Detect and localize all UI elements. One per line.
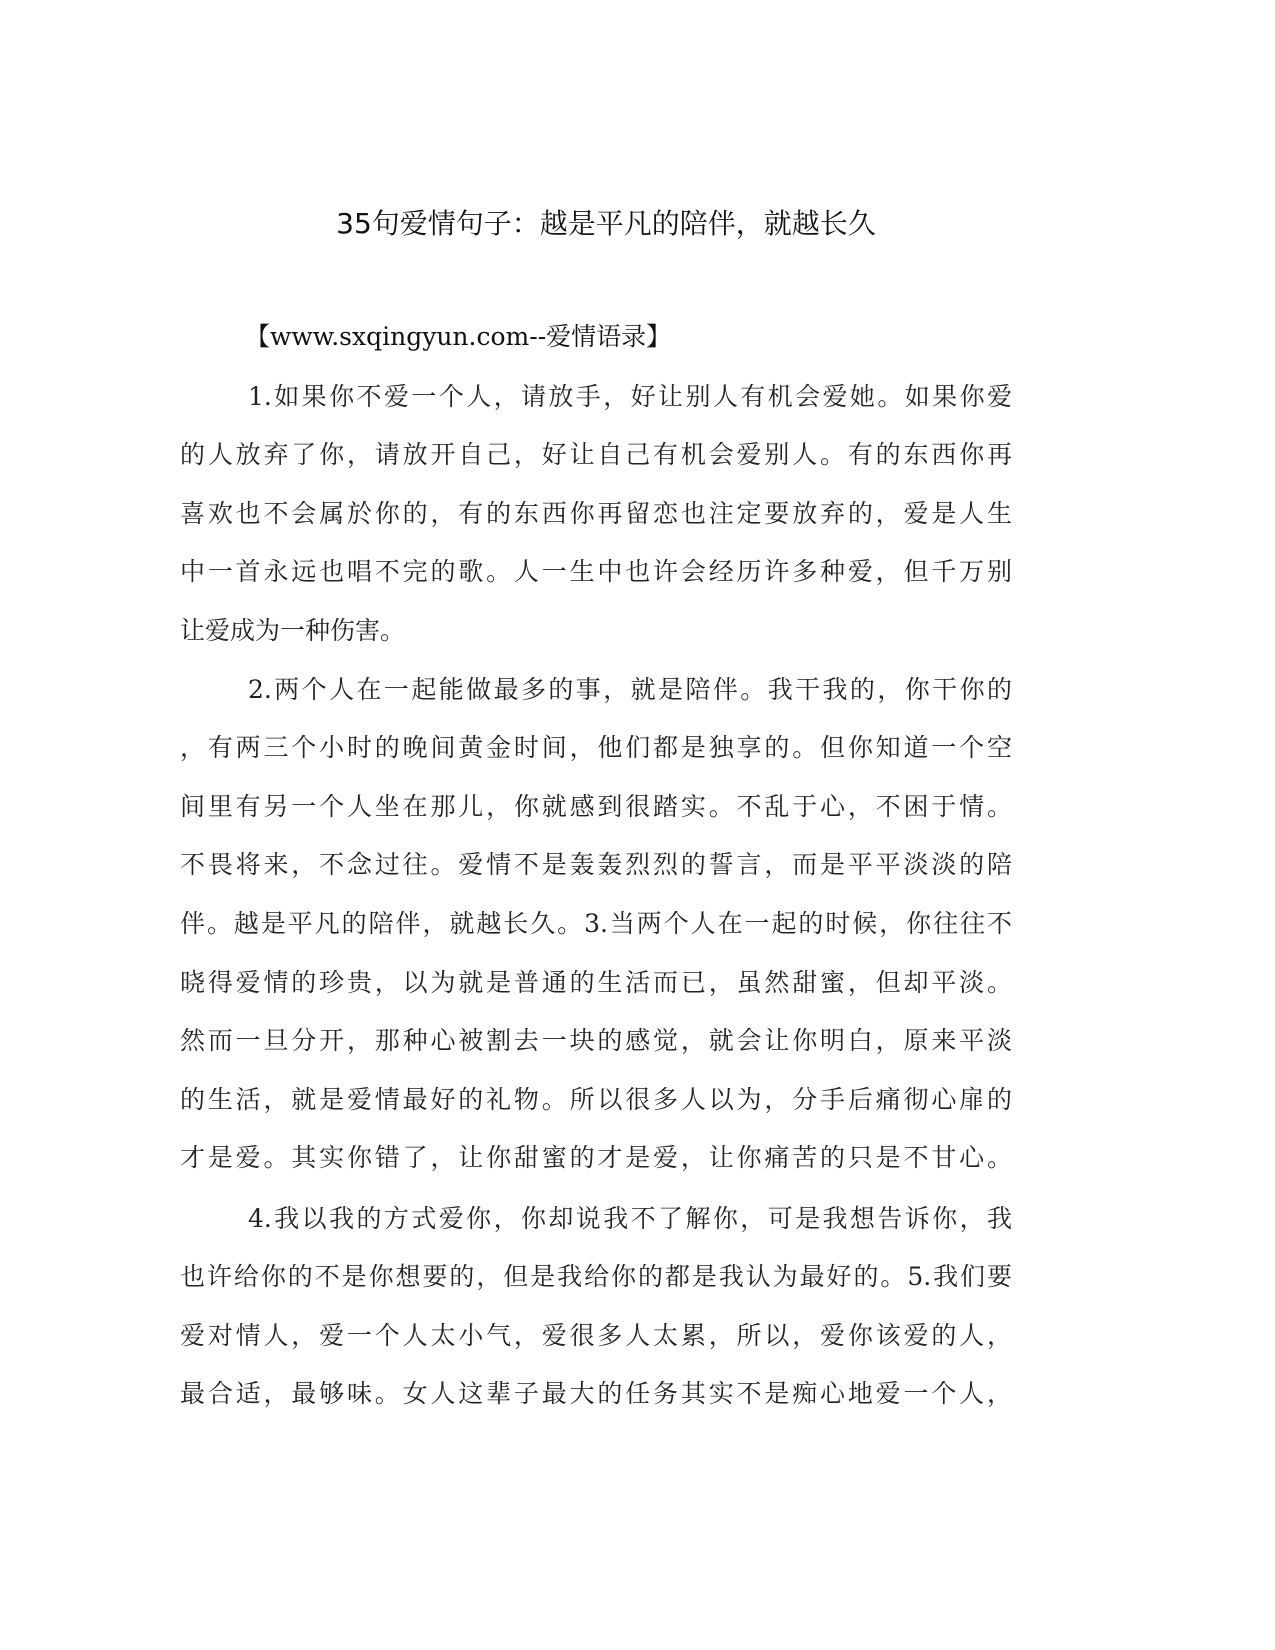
paragraph-line: 4.我以我的方式爱你，你却说我不了解你，可是我想告诉你，我 xyxy=(248,1204,1012,1233)
paragraph-line: 2.两个人在一起能做最多的事，就是陪伴。我干我的，你干你的 xyxy=(248,675,1012,704)
paragraph-line: 间里有另一个人坐在那儿，你就感到很踏实。不乱于心，不困于情。 xyxy=(180,792,1012,821)
paragraph-line: 伴。越是平凡的陪伴，就越长久。3.当两个人在一起的时候，你往往不 xyxy=(180,909,1012,938)
paragraph-line: 不畏将来，不念过往。爱情不是轰轰烈烈的誓言，而是平平淡淡的陪 xyxy=(180,850,1012,879)
paragraph-line: 最合适，最够味。女人这辈子最大的任务其实不是痴心地爱一个人， xyxy=(180,1379,1012,1408)
paragraph-line: 也许给你的不是你想要的，但是我给你的都是我认为最好的。5.我们要 xyxy=(180,1262,1012,1291)
paragraph-line: 喜欢也不会属於你的，有的东西你再留恋也注定要放弃的，爱是人生 xyxy=(180,499,1012,528)
document-title: 35句爱情句子：越是平凡的陪伴，就越长久 xyxy=(336,207,876,240)
paragraph-line: 中一首永远也唱不完的歌。人一生中也许会经历许多种爱，但千万别 xyxy=(180,557,1012,586)
paragraph-line: 的生活，就是爱情最好的礼物。所以很多人以为，分手后痛彻心扉的 xyxy=(180,1085,1012,1114)
source-tag: 【www.sxqingyun.com--爱情语录】 xyxy=(245,322,672,351)
paragraph-line: 1.如果你不爱一个人，请放手，好让别人有机会爱她。如果你爱 xyxy=(248,382,1012,411)
paragraph-line: 晓得爱情的珍贵，以为就是普通的生活而已，虽然甜蜜，但却平淡。 xyxy=(180,968,1012,997)
paragraph-line: ，有两三个小时的晚间黄金时间，他们都是独享的。但你知道一个空 xyxy=(180,733,1012,762)
paragraph-line: 的人放弃了你，请放开自己，好让自己有机会爱别人。有的东西你再 xyxy=(180,440,1012,469)
paragraph-line: 才是爱。其实你错了，让你甜蜜的才是爱，让你痛苦的只是不甘心。 xyxy=(180,1143,1012,1172)
paragraph-line: 然而一旦分开，那种心被割去一块的感觉，就会让你明白，原来平淡 xyxy=(180,1026,1012,1055)
paragraph-line: 让爱成为一种伤害。 xyxy=(180,616,406,645)
paragraph-line: 爱对情人，爱一个人太小气，爱很多人太累，所以，爱你该爱的人， xyxy=(180,1321,1012,1350)
